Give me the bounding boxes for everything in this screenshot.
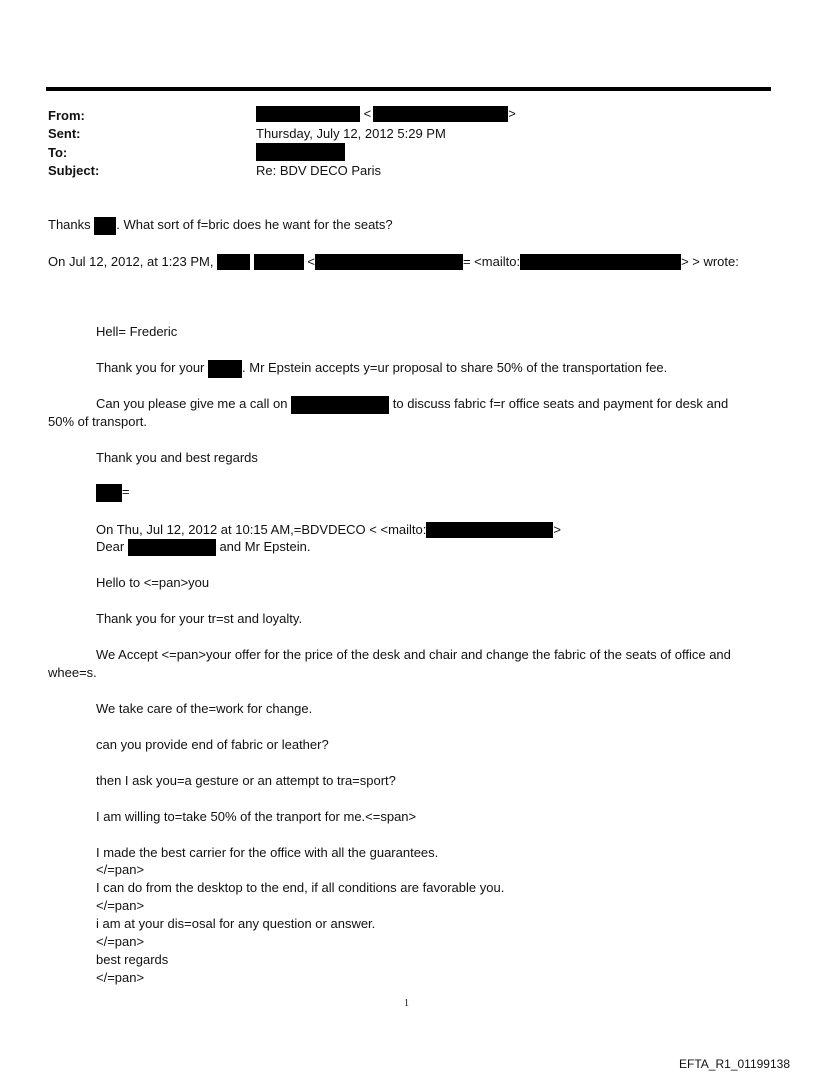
span-close-4: </=pan> — [96, 970, 145, 985]
redaction-block — [373, 106, 508, 122]
reply-line: Thanks . What sort of f=bric does he want for the seats? — [48, 217, 393, 235]
redaction-block — [128, 539, 216, 556]
trust-line: Thank you for your tr=st and loyalty. — [96, 611, 303, 626]
redaction-block — [96, 484, 122, 502]
regards-line: Thank you and best regards — [96, 450, 258, 465]
inner-quote-header: On Thu, Jul 12, 2012 at 10:15 AM,=BDVDECO < <mailto: > — [96, 522, 561, 537]
from-value: < > — [256, 106, 516, 122]
gesture-line: then I ask you=a gesture or an attempt to tra=sport? — [96, 773, 396, 788]
dear-line: Dear and Mr Epstein. — [96, 539, 311, 554]
redaction-block — [520, 254, 681, 270]
thanks-line: Thank you for your . Mr Epstein accepts y=ur proposal to share 50% of the transportation fee. — [96, 360, 667, 378]
greeting: Hell= Frederic — [96, 324, 178, 339]
desktop-line: I can do from the desktop to the end, if all conditions are favorable you. — [96, 880, 505, 895]
redaction-block — [315, 254, 463, 270]
span-close-3: </=pan> — [96, 934, 145, 949]
care-line: We take care of the=work for change. — [96, 701, 313, 716]
from-label: From: — [48, 108, 85, 123]
accept-line-cont: whee=s. — [48, 665, 97, 680]
sent-value: Thursday, July 12, 2012 5:29 PM — [256, 126, 446, 141]
redaction-block — [217, 254, 250, 270]
call-line: Can you please give me a call on to discuss fabric f=r office seats and payment for desk and — [96, 396, 728, 414]
quote-header: On Jul 12, 2012, at 1:23 PM, < = <mailto: > > wrote: — [48, 254, 739, 269]
to-label: To: — [48, 145, 68, 160]
sent-label: Sent: — [48, 126, 81, 141]
disposal-line: i am at your dis=osal for any question or answer. — [96, 916, 376, 931]
call-line-cont: 50% of transport. — [48, 414, 147, 429]
redaction-block — [256, 143, 345, 161]
redaction-block — [254, 254, 304, 270]
redaction-block — [256, 106, 360, 122]
subject-label: Subject: — [48, 163, 100, 178]
to-value — [256, 143, 345, 161]
header-rule — [46, 87, 771, 91]
redaction-block — [94, 217, 116, 235]
span-close-2: </=pan> — [96, 898, 145, 913]
provide-line: can you provide end of fabric or leather? — [96, 737, 329, 752]
redaction-block — [208, 360, 242, 378]
signature: = — [96, 484, 130, 502]
span-close-1: </=pan> — [96, 862, 145, 877]
redaction-block — [291, 396, 389, 414]
subject-value: Re: BDV DECO Paris — [256, 163, 381, 178]
accept-line: We Accept <=pan>your offer for the price of the desk and chair and change the fabric of the seats of office and — [96, 647, 731, 662]
document-id: EFTA_R1_01199138 — [679, 1057, 790, 1071]
best-regards-line: best regards — [96, 952, 169, 967]
hello-line: Hello to <=pan>you — [96, 575, 210, 590]
carrier-line: I made the best carrier for the office with all the guarantees. — [96, 845, 439, 860]
page-number: 1 — [404, 998, 409, 1009]
redaction-block — [426, 522, 553, 538]
willing-line: I am willing to=take 50% of the tranport for me.<=span> — [96, 809, 417, 824]
